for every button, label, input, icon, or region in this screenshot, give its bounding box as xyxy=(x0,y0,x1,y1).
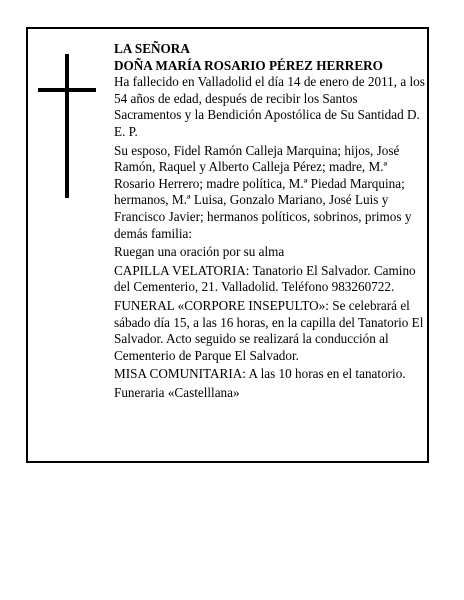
deceased-name: DOÑA MARÍA ROSARIO PÉREZ HERRERO xyxy=(114,57,383,73)
cross-horizontal-bar xyxy=(38,88,96,92)
prayer-request: Ruegan una oración por su alma xyxy=(114,244,285,260)
obituary-card xyxy=(26,27,429,463)
notice-title: LA SEÑORA xyxy=(114,41,190,56)
funeral-home: Funeraria «Castelllana» xyxy=(114,384,240,400)
obituary-text xyxy=(114,41,426,403)
family-list: Su esposo, Fidel Ramón Calleja Marquina; hijos, José Ramón, Raquel y Alberto Calleja Pérez; madre, M.ª Rosario Herrero; madre política, M.ª Piedad Marquina; hermanos, M.ª Luisa, Gonzalo Mariano, José Luis y Francisco Javier; hermanos políticos, sobrinos, primos y demás familia: xyxy=(114,142,412,241)
cross-vertical-bar xyxy=(65,54,69,198)
wake-chapel-info: CAPILLA VELATORIA: Tanatorio El Salvador. Camino del Cementerio, 21. Valladolid. Teléfono 983260722. xyxy=(114,262,416,295)
community-mass-info: MISA COMUNITARIA: A las 10 horas en el tanatorio. xyxy=(114,366,406,382)
latin-cross-icon xyxy=(38,54,96,198)
death-announcement: Ha fallecido en Valladolid el día 14 de enero de 2011, a los 54 años de edad, después de recibir los Santos Sacramentos y la Bendición Apostólica de Su Santidad D. E. P. xyxy=(114,74,425,139)
funeral-info: FUNERAL «CORPORE INSEPULTO»: Se celebrará el sábado día 15, a las 16 horas, en la capilla del Tanatorio El Salvador. Acto seguido se realizará la conducción al Cementerio de Parque El Salvador. xyxy=(114,297,424,363)
